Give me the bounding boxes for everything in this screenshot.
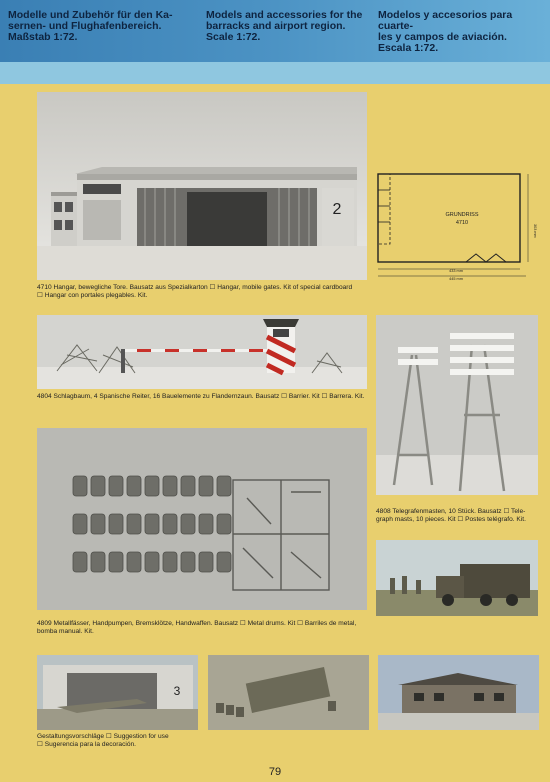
diorama-hangar-number: 3 <box>173 684 181 698</box>
drums-photo <box>37 428 367 610</box>
plan-dim-side: 303 mm <box>533 224 537 238</box>
page-number: 79 <box>268 766 282 778</box>
diorama-drums-photo <box>208 655 369 730</box>
header-english: Models and accessories for the barracks and airport region. Scale 1:72. <box>206 9 363 43</box>
floor-plan <box>376 170 544 282</box>
drums-caption: 4809 Metallfässer, Handpumpen, Bremsklötze, Handwaffen. Bausatz ☐ Metal drums. Kit ☐ Barriles de metal, bomba manual. Kit. <box>37 620 357 636</box>
diorama-caption: Gestaltungsvorschläge ☐ Suggestion for use ☐ Sugerencia para la decoración. <box>37 733 169 749</box>
hangar-photo <box>37 92 367 280</box>
plan-code: 4710 <box>455 220 469 226</box>
plan-title: GRUNDRISS <box>445 212 479 218</box>
telegraph-photo <box>376 315 538 495</box>
diorama-hangar-photo <box>37 655 198 730</box>
barrier-caption: 4804 Schlagbaum, 4 Spanische Reiter, 16 Bauelemente zu Flandernzaun. Bausatz ☐ Barrier. Kit ☐ Barrera. Kit. <box>37 393 365 400</box>
barrier-photo <box>37 315 367 389</box>
hangar-door-number: 2 <box>332 201 342 218</box>
plan-dim-outer: 445 mm <box>449 277 463 281</box>
diorama-barracks-photo <box>378 655 539 730</box>
truck-photo <box>376 540 538 616</box>
header-german: Modelle und Zubehör für den Ka- sernen- und Flughafenbereich. Maßstab 1:72. <box>8 9 173 43</box>
header-spanish: Modelos y accesorios para cuarte- les y campos de aviación. Escala 1:72. <box>378 9 513 54</box>
header-stripe <box>0 62 550 84</box>
plan-dim-inner: 433 mm <box>449 269 463 273</box>
hangar-caption: 4710 Hangar, bewegliche Tore. Bausatz aus Spezialkarton ☐ Hangar, mobile gates. Kit of special cardboard ☐ Hangar con portales plegables. Kit. <box>37 284 353 300</box>
telegraph-caption: 4808 Telegrafenmasten, 10 Stück. Bausatz ☐ Tele- graph masts, 10 pieces. Kit ☐ Postes telégrafo. Kit. <box>376 508 526 524</box>
